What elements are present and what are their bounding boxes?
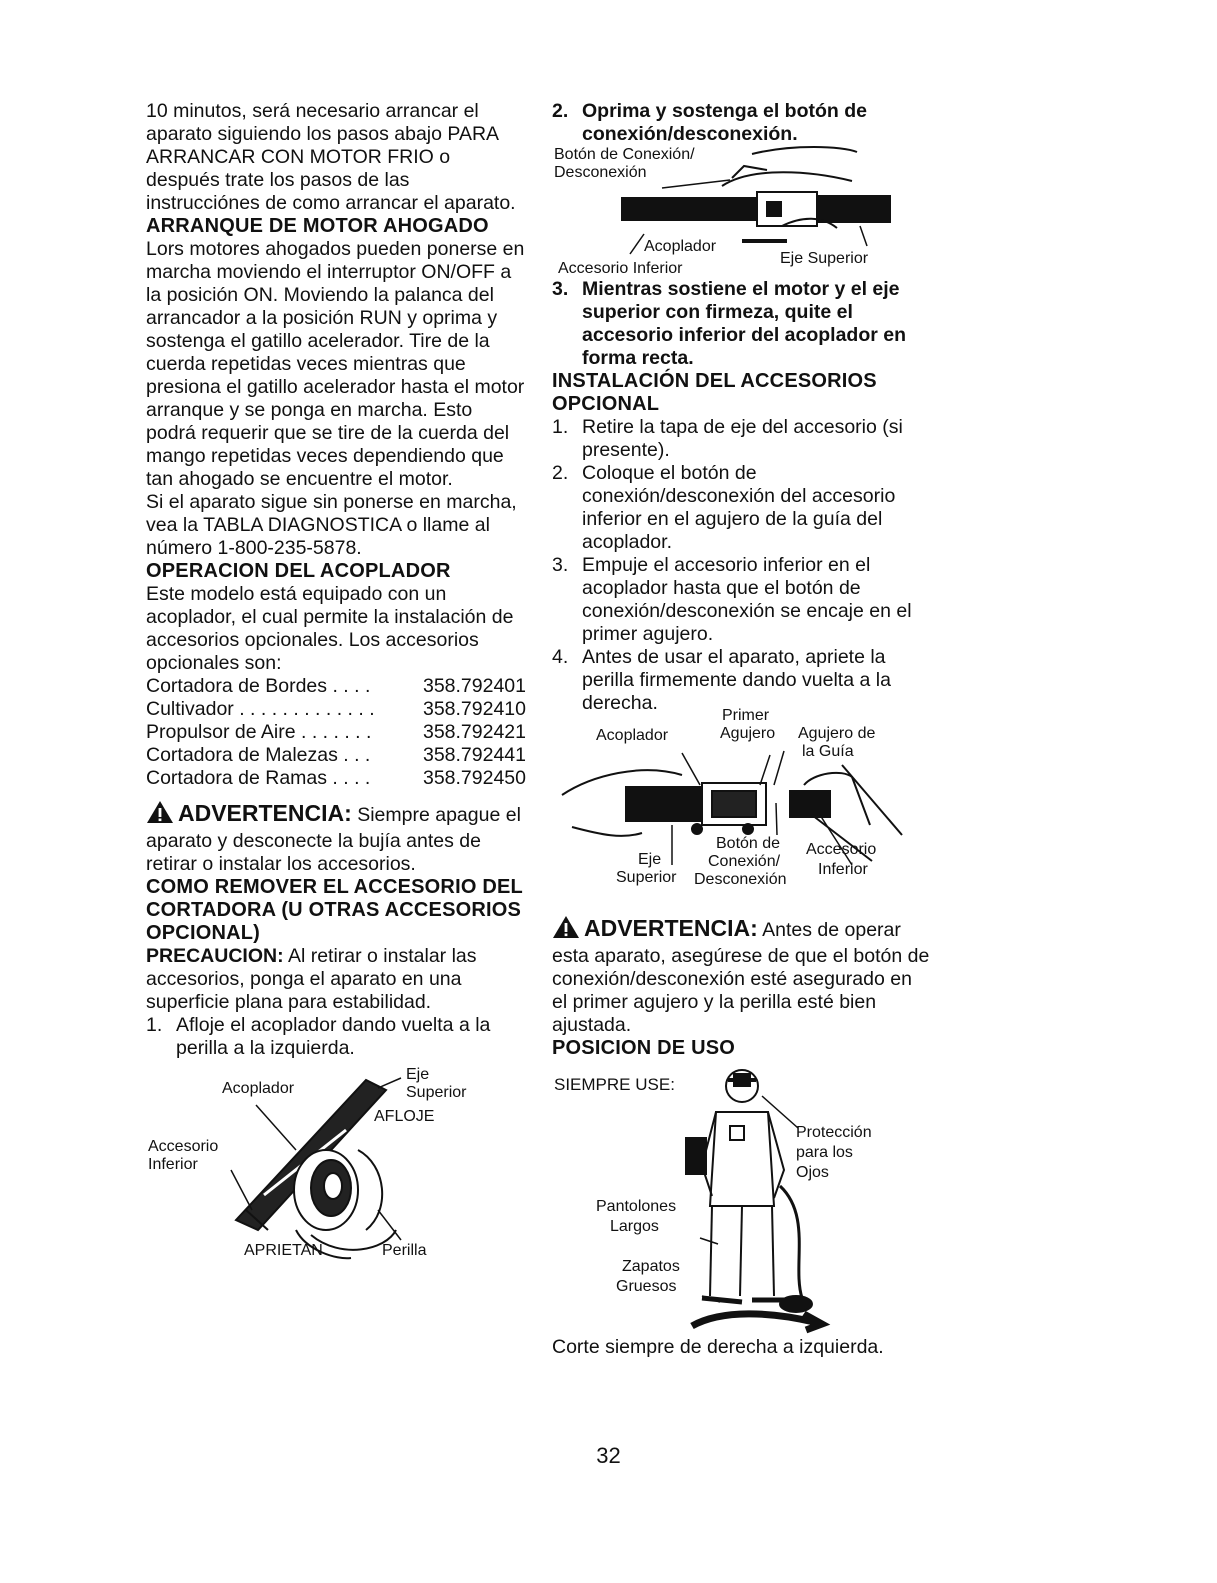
- step-text: Retire la tapa de eje del accesorio (si presente).: [582, 416, 903, 461]
- label-afloje: AFLOJE: [374, 1108, 435, 1125]
- warning-triangle-icon: [146, 800, 174, 830]
- accessory-parts-list: [146, 675, 526, 790]
- label-eje: Eje: [638, 851, 662, 868]
- label-eje-superior: Eje Superior: [780, 250, 869, 267]
- label-ojos: Ojos: [796, 1164, 829, 1181]
- figure-press-button: [552, 146, 932, 278]
- coupler-knob-illustration: [146, 1060, 526, 1260]
- label-superior: Superior: [406, 1084, 467, 1101]
- label-largos: Largos: [610, 1218, 659, 1235]
- step-number: 2.: [552, 462, 569, 484]
- step-number: 1.: [552, 416, 569, 438]
- list-item: [552, 646, 932, 715]
- part-name: Propulsor de Aire . . . . . . .: [146, 721, 372, 743]
- label-inferior: Inferior: [148, 1156, 198, 1173]
- label-inferior: Inferior: [818, 861, 868, 878]
- figure-loosen-coupler: [146, 1060, 526, 1260]
- list-item: [552, 554, 932, 646]
- part-name: Cortadora de Ramas . . . .: [146, 767, 371, 789]
- part-code: 358.792450: [422, 767, 526, 789]
- diagnostic-paragraph: Si el aparato sigue sin ponerse en marcha, vea la TABLA DIAGNOSTICA o llame al número 1-800-235-5878.: [146, 491, 517, 559]
- step-text: Coloque el botón de conexión/desconexión del accesorio inferior en el agujero de la guía del acoplador.: [582, 462, 896, 553]
- label-acoplador: Acoplador: [222, 1080, 295, 1097]
- heading-flooded-engine: ARRANQUE DE MOTOR AHOGADO: [146, 215, 489, 237]
- part-name: Cortadora de Bordes . . . .: [146, 675, 371, 697]
- label-proteccion: Protección: [796, 1124, 872, 1141]
- warning-title: ADVERTENCIA:: [178, 800, 352, 826]
- list-item: [146, 1014, 526, 1060]
- step-number: 1.: [146, 1014, 163, 1036]
- label-siempre-use: SIEMPRE USE:: [554, 1075, 675, 1094]
- part-code: 358.792401: [422, 675, 526, 697]
- heading-install-accessory: INSTALACIÓN DEL ACCESORIOS OPCIONAL: [552, 370, 877, 415]
- parts-row: [146, 767, 526, 790]
- label-gruesos: Gruesos: [616, 1278, 677, 1295]
- label-eje: Eje: [406, 1066, 430, 1083]
- label-acoplador: Acoplador: [596, 727, 669, 744]
- part-name: Cortadora de Malezas . . .: [146, 744, 371, 766]
- label-agujero: Agujero: [720, 725, 776, 742]
- parts-row: [146, 744, 526, 767]
- warning-text: Antes de operar esta aparato, asegúrese de que el botón de conexión/desconexión esté asegurado en el primer agujero y la perilla esté bien ajustada.: [552, 919, 930, 1036]
- heading-operating-position: POSICION DE USO: [552, 1037, 736, 1059]
- remove-steps-list-continued: [552, 100, 932, 146]
- list-item: [552, 100, 932, 146]
- list-item: [552, 416, 932, 462]
- step-number: 4.: [552, 646, 569, 668]
- step-number: 3.: [552, 554, 569, 576]
- label-superior: Superior: [616, 869, 677, 886]
- label-boton-de: Botón de: [716, 835, 781, 852]
- part-code: 358.792410: [422, 698, 526, 720]
- page-number: 32: [596, 1443, 621, 1468]
- install-steps-list: [552, 416, 932, 715]
- step-text: Afloje el acoplador dando vuelta a la perilla a la izquierda.: [176, 1014, 491, 1059]
- label-perilla: Perilla: [382, 1242, 427, 1259]
- precaution-label: PRECAUCION:: [146, 945, 284, 967]
- list-item: [552, 278, 932, 370]
- remove-steps-list: [146, 1014, 526, 1060]
- figure-operating-position: [552, 1066, 932, 1336]
- label-accesorio-inferior: Accesorio Inferior: [558, 260, 683, 277]
- figure-install-accessory: [552, 707, 932, 915]
- label-zapatos: Zapatos: [622, 1258, 680, 1275]
- label-desconexion: Desconexión: [694, 871, 787, 888]
- step-text: Antes de usar el aparato, apriete la perilla firmemente dando vuelta a la derecha.: [582, 646, 891, 714]
- warning-accessories: [146, 800, 526, 876]
- label-agujero-de: Agujero de: [798, 725, 876, 742]
- step-number: 2.: [552, 100, 569, 122]
- label-accesorio: Accesorio: [806, 841, 877, 858]
- label-aprietan: APRIETAN: [244, 1242, 323, 1259]
- label-pantolones: Pantolones: [596, 1198, 677, 1215]
- label-acoplador: Acoplador: [644, 238, 717, 255]
- parts-row: [146, 675, 526, 698]
- part-name: Cultivador . . . . . . . . . . . . .: [146, 698, 375, 720]
- intro-paragraph: 10 minutos, será necesario arrancar el aparato siguiendo los pasos abajo PARA ARRANCAR CON MOTOR FRIO o después trate los pasos de las instrucciónes de como arrancar el aparato.: [146, 100, 516, 214]
- precaution-paragraph: [146, 945, 526, 1014]
- part-code: 358.792441: [422, 744, 526, 766]
- label-primer: Primer: [722, 707, 770, 724]
- label-boton-conexion: Botón de Conexión/: [554, 146, 695, 163]
- parts-row: [146, 721, 526, 744]
- label-conexion: Conexión/: [708, 853, 781, 870]
- right-column: [552, 100, 932, 1359]
- step-text: Empuje el accesorio inferior en el acoplador hasta que el botón de conexión/desconexión se encaje en el primer agujero.: [582, 554, 912, 645]
- warning-title: ADVERTENCIA:: [584, 915, 758, 941]
- step-text: Mientras sostiene el motor y el eje superior con firmeza, quite el accesorio inferior del acoplador en forma recta.: [582, 278, 907, 369]
- heading-coupler-operation: OPERACION DEL ACOPLADOR: [146, 560, 451, 582]
- warning-triangle-icon: [552, 915, 580, 945]
- label-para-los: para los: [796, 1144, 853, 1161]
- step-number: 3.: [552, 278, 569, 300]
- list-item: [552, 462, 932, 554]
- figure-caption: Corte siempre de derecha a izquierda.: [552, 1336, 884, 1358]
- part-code: 358.792421: [422, 721, 526, 743]
- step-text: Oprima y sostenga el botón de conexión/desconexión.: [582, 100, 867, 145]
- precaution-text: Al retirar o instalar las accesorios, ponga el aparato en una superficie plana para estabilidad.: [146, 945, 477, 1013]
- parts-row: [146, 698, 526, 721]
- label-la-guia: la Guía: [802, 743, 854, 760]
- warning-text: Siempre apague el aparato y desconecte la bujía antes de retirar o instalar los accesorios.: [146, 804, 521, 875]
- heading-remove-accessory: COMO REMOVER EL ACCESORIO DEL CORTADORA (U OTRAS ACCESORIOS OPCIONAL): [146, 876, 523, 944]
- coupler-paragraph: Este modelo está equipado con un acoplador, el cual permite la instalación de accesorios opcionales. Los accesorios opcionales son:: [146, 583, 514, 674]
- flooded-engine-paragraph: Lors motores ahogados pueden ponerse en marcha moviendo el interruptor ON/OFF a la posición ON. Moviendo la palanca del arrancador a la posición RUN y oprima y sostenga el gatillo acelerador. Tire de la cuerda repetidas veces mientras que presiona el gatillo acelerador hasta el motor arranque y se ponga en marcha. Esto podrá requerir que se tire de la cuerda del mango repetidas veces dependiendo que tan ahogado se encuentre el motor.: [146, 238, 525, 490]
- remove-steps-list-final: [552, 278, 932, 370]
- left-column: [146, 100, 526, 1260]
- label-desconexion: Desconexión: [554, 164, 647, 181]
- label-accesorio: Accesorio: [148, 1138, 219, 1155]
- warning-operate: [552, 915, 932, 1037]
